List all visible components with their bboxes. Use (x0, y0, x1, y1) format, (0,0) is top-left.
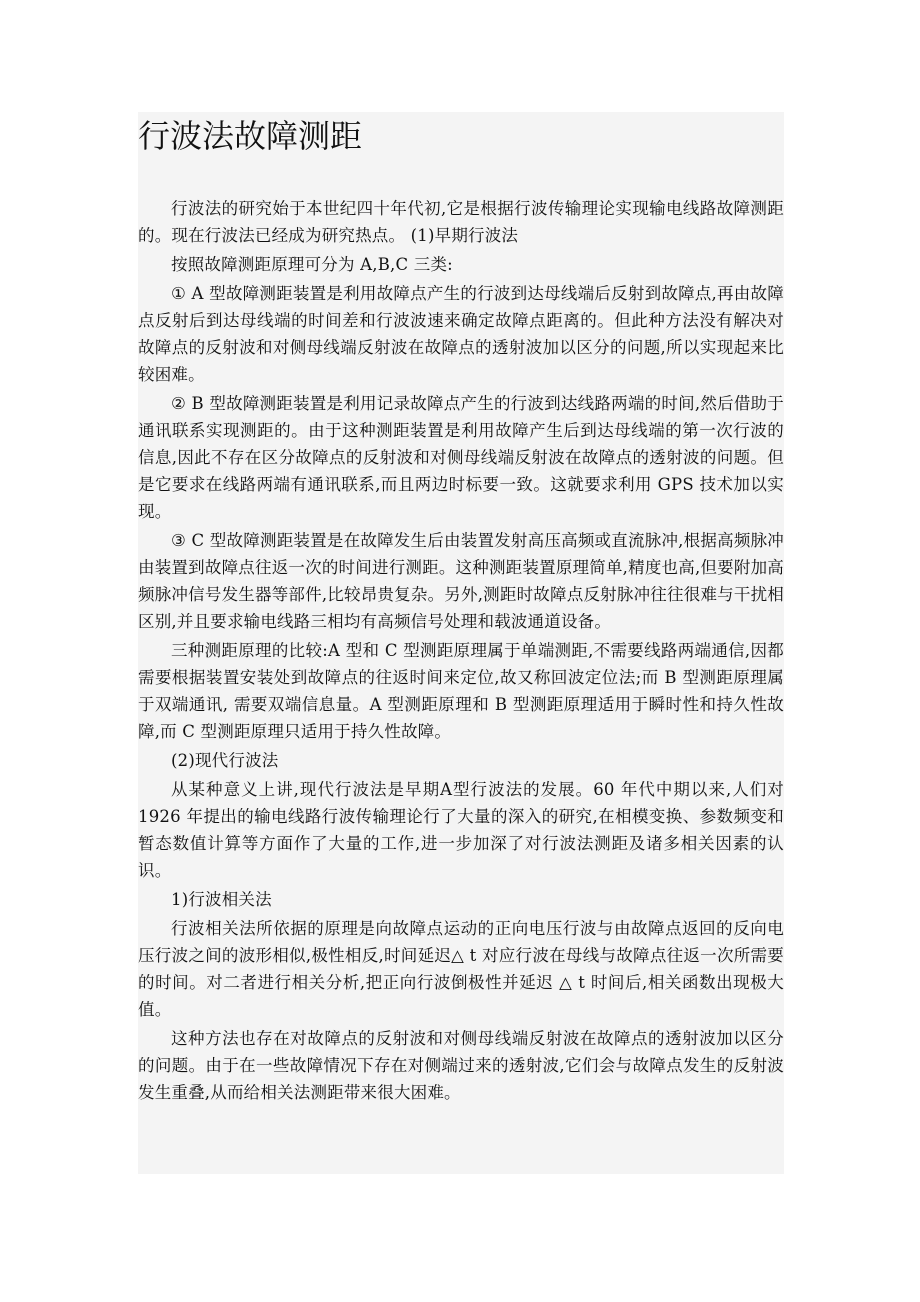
paragraph-comparison: 三种测距原理的比较:A 型和 C 型测距原理属于单端测距,不需要线路两端通信,因都需要根据装置安装处到故障点的往返时间来定位,故又称回波定位法;而 B 型测距原理属于双端通讯, 需要双端信息量。A 型测距原理和 B 型测距原理适用于瞬时性和持久性故障,而 C 型测距原理只适用于持久性故障。 (138, 641, 784, 741)
paragraph-classification: 按照故障测距原理可分为 A,B,C 三类: (171, 255, 453, 274)
document-body (138, 195, 784, 1108)
paragraph-correlation: 行波相关法所依据的原理是向故障点运动的正向电压行波与由故障点返回的反向电压行波之间的波形相似,极性相反,时间延迟△ t 对应行波在母线与故障点往返一次所需要的时间。对二者进行相关分析,把正向行波倒极性并延迟 △ t 时间后,相关函数出现极大值。 (138, 919, 784, 1019)
paragraph-type-c: ③ C 型故障测距装置是在故障发生后由装置发射高压高频或直流脉冲,根据高频脉冲由装置到故障点往返一次的时间进行测距。这种测距装置原理简单,精度也高,但要附加高频脉冲信号发生器等部件,比较昂贵复杂。另外,测距时故障点反射脉冲往往很难与干扰相区别,并且要求输电线路三相均有高频信号处理和载波通道设备。 (138, 531, 784, 631)
paragraph-limitation: 这种方法也存在对故障点的反射波和对侧母线端反射波在故障点的透射波加以区分的问题。由于在一些故障情况下存在对侧端过来的透射波,它们会与故障点发生的反射波发生重叠,从而给相关法测距带来很大困难。 (138, 1029, 784, 1102)
paragraph-modern: 从某种意义上讲,现代行波法是早期A型行波法的发展。60 年代中期以来,人们对 1926 年提出的输电线路行波传输理论行了大量的深入的研究,在相模变换、参数频变和暂态数值计算等方面作了大量的工作,进一步加深了对行波法测距及诸多相关因素的认识。 (138, 780, 784, 880)
section-heading-modern: (2)现代行波法 (171, 751, 279, 770)
paragraph-type-a: ① A 型故障测距装置是利用故障点产生的行波到达母线端后反射到故障点,再由故障点反射后到达母线端的时间差和行波波速来确定故障点距离的。但此种方法没有解决对故障点的反射波和对侧母线端反射波在故障点的透射波加以区分的问题,所以实现起来比较困难。 (138, 284, 784, 384)
document-title: 行波法故障测距 (138, 117, 363, 155)
paragraph-type-b: ② B 型故障测距装置是利用记录故障点产生的行波到达线路两端的时间,然后借助于通讯联系实现测距的。由于这种测距装置是利用故障产生后到达母线端的第一次行波的信息,因此不存在区分故障点的反射波和对侧母线端反射波在故障点的透射波的问题。但是它要求在线路两端有通讯联系,而且两边时标要一致。这就要求利用 GPS 技术加以实现。 (138, 394, 784, 521)
subsection-heading-correlation: 1)行波相关法 (171, 890, 272, 909)
paragraph-intro: 行波法的研究始于本世纪四十年代初,它是根据行波传输理论实现输电线路故障测距的。现在行波法已经成为研究热点。 (1)早期行波法 (138, 199, 784, 245)
